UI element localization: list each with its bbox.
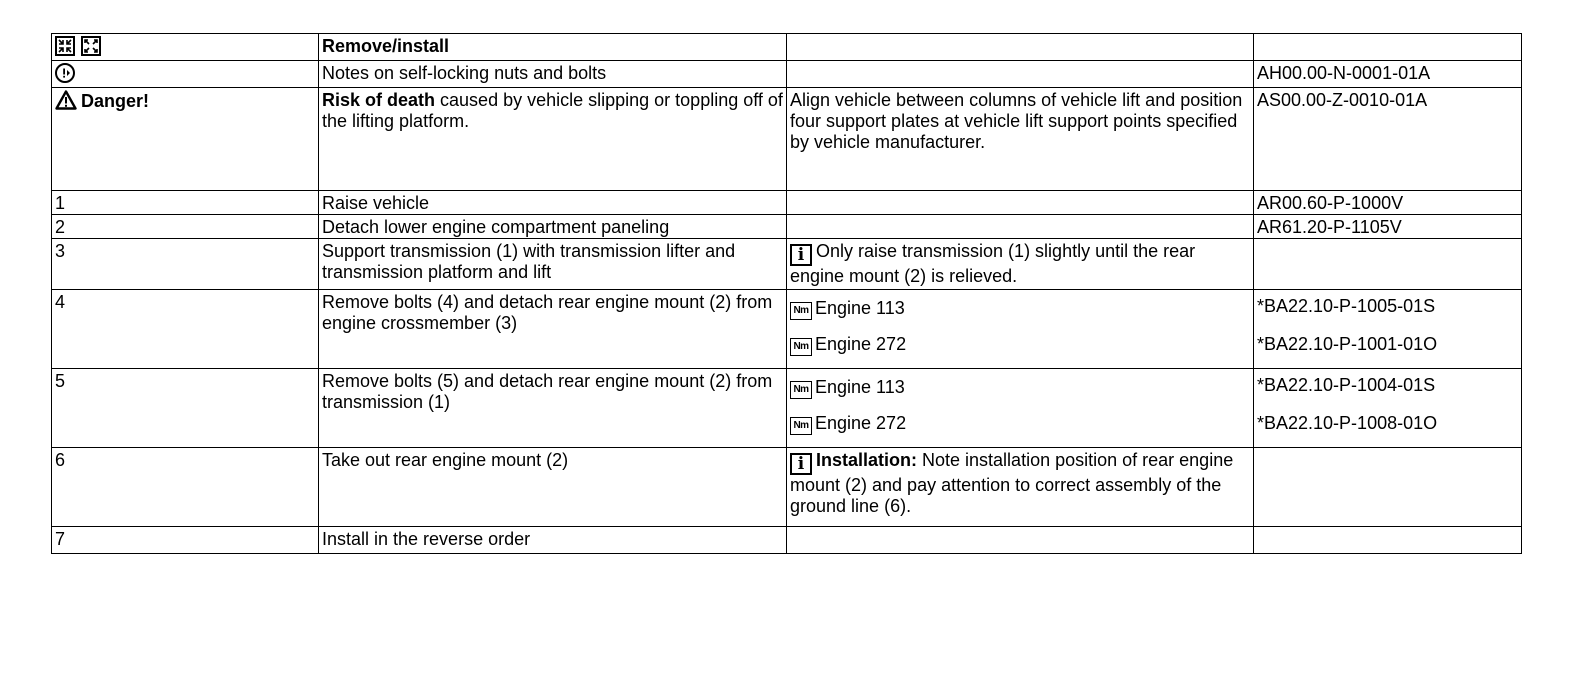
step-number: 2: [52, 215, 319, 239]
step-note-cell: [787, 239, 1254, 290]
torque-ref: *BA22.10-P-1005-01S: [1257, 296, 1436, 316]
empty-cell: [1254, 34, 1522, 61]
table-row-notes: [52, 61, 1522, 88]
step-number: 7: [52, 527, 319, 554]
step-number: 1: [52, 191, 319, 215]
step-note-cell: [787, 448, 1254, 527]
torque-item: [790, 399, 1250, 435]
empty-cell: [787, 215, 1254, 239]
install-icon: [81, 36, 101, 56]
step-text: Install in the reverse order: [319, 527, 787, 554]
table-row: [52, 290, 1522, 369]
step-text: Support transmission (1) with transmission lifter and transmission platform and lift: [319, 239, 787, 290]
torque-ref: *BA22.10-P-1008-01O: [1257, 413, 1438, 433]
step-number: 3: [52, 239, 319, 290]
empty-cell: [787, 191, 1254, 215]
step-number: 6: [52, 448, 319, 527]
empty-cell: [787, 527, 1254, 554]
torque-label: Engine 272: [815, 334, 907, 354]
torque-nm-icon: Nm: [790, 338, 812, 356]
torque-item: [790, 371, 1250, 399]
danger-label: Danger!: [81, 91, 150, 111]
torque-item: [790, 320, 1250, 356]
info-icon: i: [790, 453, 812, 475]
torque-label: Engine 272: [815, 413, 907, 433]
page-title: Remove/install: [319, 34, 787, 61]
step-ref: AR00.60-P-1000V: [1254, 191, 1522, 215]
empty-cell: [1254, 527, 1522, 554]
danger-risk-title: Risk of death: [322, 90, 436, 110]
torque-ref-cell: [1254, 369, 1522, 448]
table-row-danger: [52, 88, 1522, 191]
notes-text: Notes on self-locking nuts and bolts: [319, 61, 787, 88]
step-ref: AR61.20-P-1105V: [1254, 215, 1522, 239]
step-number: 4: [52, 290, 319, 369]
danger-action: Align vehicle between columns of vehicle lift and position four support plates at vehicle lift support points specified by vehicle manufacturer.: [787, 88, 1254, 191]
torque-nm-icon: Nm: [790, 381, 812, 399]
torque-ref-cell: [1254, 290, 1522, 369]
torque-nm-icon: Nm: [790, 302, 812, 320]
warning-triangle-icon: [55, 90, 77, 110]
danger-cell: [52, 88, 319, 191]
table-row: [52, 239, 1522, 290]
table-row: [52, 369, 1522, 448]
torque-label: Engine 113: [815, 377, 905, 397]
torque-ref: *BA22.10-P-1004-01S: [1257, 375, 1436, 395]
table-row-header: [52, 34, 1522, 61]
empty-cell: [787, 34, 1254, 61]
step-text: Remove bolts (5) and detach rear engine mount (2) from transmission (1): [319, 369, 787, 448]
danger-risk-text: caused by vehicle slipping or toppling off of the lifting platform.: [322, 90, 783, 131]
step-number: 5: [52, 369, 319, 448]
torque-label: Engine 113: [815, 298, 905, 318]
note-circle-icon: [55, 63, 75, 83]
empty-cell: [1254, 239, 1522, 290]
step-note: Only raise transmission (1) slightly until the rear engine mount (2) is relieved.: [790, 241, 1196, 286]
info-icon: i: [790, 244, 812, 266]
table-row: [52, 448, 1522, 527]
table-row: [52, 527, 1522, 554]
notes-ref: AH00.00-N-0001-01A: [1254, 61, 1522, 88]
step-text: Detach lower engine compartment paneling: [319, 215, 787, 239]
step-text: Take out rear engine mount (2): [319, 448, 787, 527]
torque-item: [790, 292, 1250, 320]
step-text: Raise vehicle: [319, 191, 787, 215]
danger-risk-cell: [319, 88, 787, 191]
step-note-title: Installation:: [816, 450, 918, 470]
torque-nm-icon: Nm: [790, 417, 812, 435]
danger-ref: AS00.00-Z-0010-01A: [1254, 88, 1522, 191]
step-text: Remove bolts (4) and detach rear engine mount (2) from engine crossmember (3): [319, 290, 787, 369]
remove-icon: [55, 36, 75, 56]
torque-cell: [787, 290, 1254, 369]
remove-install-icons-cell: [52, 34, 319, 61]
step-note: Note installation position of rear engine mount (2) and pay attention to correct assembly of the ground line (6).: [790, 450, 1234, 516]
table-row: [52, 215, 1522, 239]
empty-cell: [1254, 448, 1522, 527]
torque-cell: [787, 369, 1254, 448]
procedure-table: [51, 33, 1522, 554]
torque-ref: *BA22.10-P-1001-01O: [1257, 334, 1438, 354]
table-row: [52, 191, 1522, 215]
note-icon-cell: [52, 61, 319, 88]
empty-cell: [787, 61, 1254, 88]
